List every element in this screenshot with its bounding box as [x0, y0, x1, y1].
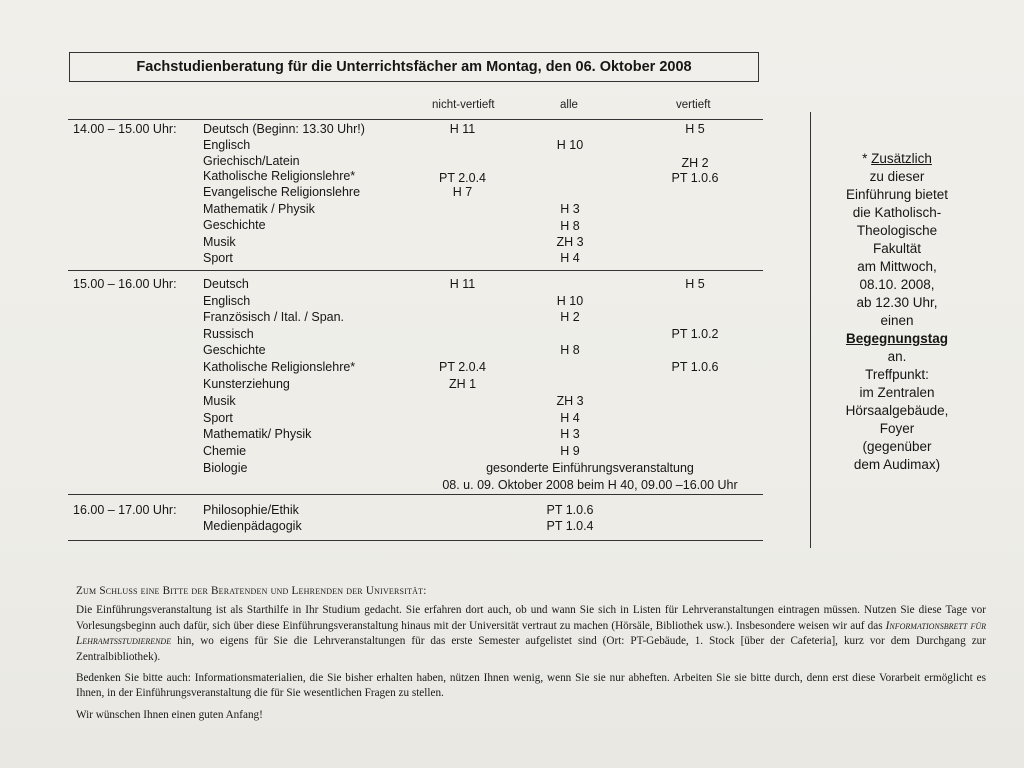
biologie-note-date: 08. u. 09. Oktober 2008 beim H 40, 09.00 –16.00 Uhr [442, 478, 738, 492]
note-line: zu dieser [869, 169, 925, 184]
room-vertieft: PT 1.0.6 [671, 171, 719, 185]
paragraph-text: Die Einführungsveranstaltung ist als Starthilfe in Ihr Studium gedacht. Sie erfahren dort auch, ob und wann Sie sich in Listen für Lehrveranstaltungen eintragen müssen. Nutzen Sie diese Tage vor Vorlesungsbeginn auch dafür, sich über diese Einführungsveranstaltung hinaus mit der Universität vertraut zu machen (Hörsäle, Bibliothek usw.). Insbesondere weisen wir auf das [76, 604, 986, 632]
note-line: einen [880, 313, 914, 328]
note-line: im Zentralen [859, 385, 935, 400]
session-time: 15.00 – 16.00 Uhr: [73, 277, 177, 291]
room-vertieft: PT 1.0.6 [671, 360, 719, 374]
paragraph-text: hin, wo eigens für Sie die Lehrveranstaltungen für das erste Semester aufgelistet sind (Ort: PT-Gebäude, 1. Stock [über der Cafeteria], kurz vor dem Durchgang zur Zentralbibliothek). [76, 635, 986, 663]
closing-paragraph-1 [76, 603, 986, 665]
room-alle: H 2 [560, 310, 580, 324]
col-header-nicht-vertieft: nicht-vertieft [432, 99, 495, 111]
room-nicht-vertieft: PT 2.0.4 [438, 171, 487, 185]
session-time: 14.00 – 15.00 Uhr: [73, 122, 177, 136]
session-time: 16.00 – 17.00 Uhr: [73, 503, 177, 517]
divider-top [68, 119, 763, 120]
subject: Katholische Religionslehre* [203, 169, 356, 183]
document-title [69, 52, 759, 82]
room-alle: H 10 [556, 294, 584, 308]
room-alle: ZH 3 [556, 394, 584, 408]
subject: Katholische Religionslehre* [203, 360, 356, 374]
room-vertieft: H 5 [685, 122, 705, 136]
divider-bottom [68, 540, 763, 541]
room-vertieft: PT 1.0.2 [671, 327, 719, 341]
infobrett-reference: Informationsbrett für Lehramtsstudierende [76, 619, 986, 648]
room-nicht-vertieft: H 11 [449, 122, 476, 136]
subject: Englisch [203, 138, 251, 152]
subject: Geschichte [203, 218, 266, 232]
subject: Französisch / Ital. / Span. [203, 310, 345, 324]
subject: Musik [203, 394, 236, 408]
col-header-alle: alle [560, 99, 578, 111]
note-asterisk: * [862, 151, 872, 166]
subject: Deutsch [203, 277, 249, 291]
room-alle: ZH 3 [556, 235, 584, 249]
room-alle: H 8 [560, 219, 580, 233]
subject: Mathematik / Physik [203, 202, 315, 216]
note-zusaetzlich: Zusätzlich [871, 151, 932, 166]
room-alle: H 4 [560, 411, 580, 425]
title-text: Fachstudienberatung für die Unterrichtsfächer am Montag, den 06. Oktober 2008 [136, 59, 692, 75]
note-line: Treffpunkt: [865, 367, 929, 382]
subject: Kunsterziehung [203, 377, 290, 391]
col-header-vertieft: vertieft [676, 99, 711, 111]
note-line: dem Audimax) [853, 457, 941, 472]
subject: Medienpädagogik [203, 519, 302, 533]
room-vertieft: H 5 [685, 277, 705, 291]
subject: Sport [203, 251, 233, 265]
note-line: Fakultät [872, 241, 922, 256]
room-alle: H 8 [560, 343, 580, 357]
note-line: am Mittwoch, [857, 259, 937, 274]
note-begegnungstag: Begegnungstag [845, 331, 948, 346]
closing-remarks [76, 584, 986, 729]
subject: Musik [203, 235, 236, 249]
subject: Philosophie/Ethik [203, 503, 299, 517]
subject: Geschichte [203, 343, 266, 357]
room-nicht-vertieft: ZH 1 [448, 377, 477, 391]
room-alle: H 3 [560, 202, 580, 216]
room-nicht-vertieft: H 7 [452, 185, 473, 199]
note-line: Hörsaalgebäude, [845, 403, 949, 418]
subject: Deutsch (Beginn: 13.30 Uhr!) [203, 122, 365, 136]
note-line: 08.10. 2008, [859, 277, 935, 292]
subject: Chemie [203, 444, 247, 458]
note-line: die Katholisch- [852, 205, 942, 220]
closing-heading: Zum Schluss eine Bitte der Beratenden und Lehrenden der Universität: [76, 585, 427, 597]
note-line: Theologische [856, 223, 938, 238]
note-line: Einführung bietet [845, 187, 949, 202]
room-nicht-vertieft: PT 2.0.4 [438, 360, 487, 374]
room-vertieft: ZH 2 [681, 156, 709, 170]
room-alle: H 10 [556, 138, 584, 152]
room-alle: PT 1.0.4 [546, 519, 594, 533]
closing-paragraph-3: Wir wünschen Ihnen einen guten Anfang! [76, 708, 263, 721]
closing-paragraph-2: Bedenken Sie bitte auch: Informationsmaterialien, die Sie bisher erhalten haben, nützen Ihnen wenig, wenn Sie sie nur abheften. Arbeiten Sie sie bitte durch, denn erst diese Vorarbeit ermöglicht es Ihnen, in der Einführungsveranstaltung die für Sie wesentlichen Fragen zu stellen. [76, 672, 986, 700]
room-alle: H 4 [560, 251, 580, 265]
note-line: ab 12.30 Uhr, [856, 295, 938, 310]
note-line: an. [887, 349, 907, 364]
divider-session-3 [68, 494, 763, 495]
subject: Griechisch/Latein [203, 154, 300, 168]
subject: Biologie [203, 461, 248, 475]
room-alle: PT 1.0.6 [546, 503, 594, 517]
room-alle: H 9 [560, 444, 580, 458]
note-line: (gegenüber [862, 439, 932, 454]
divider-session-2 [68, 270, 763, 271]
sidebar-note [822, 150, 972, 474]
subject: Mathematik/ Physik [203, 427, 312, 441]
room-nicht-vertieft: H 11 [449, 277, 476, 291]
subject: Sport [203, 411, 233, 425]
note-line: Foyer [879, 421, 915, 436]
room-alle: H 3 [560, 427, 580, 441]
biologie-note: gesonderte Einführungsveranstaltung [486, 461, 694, 475]
subject: Russisch [203, 327, 254, 341]
subject: Englisch [203, 294, 251, 308]
subject: Evangelische Religionslehre [203, 185, 361, 199]
